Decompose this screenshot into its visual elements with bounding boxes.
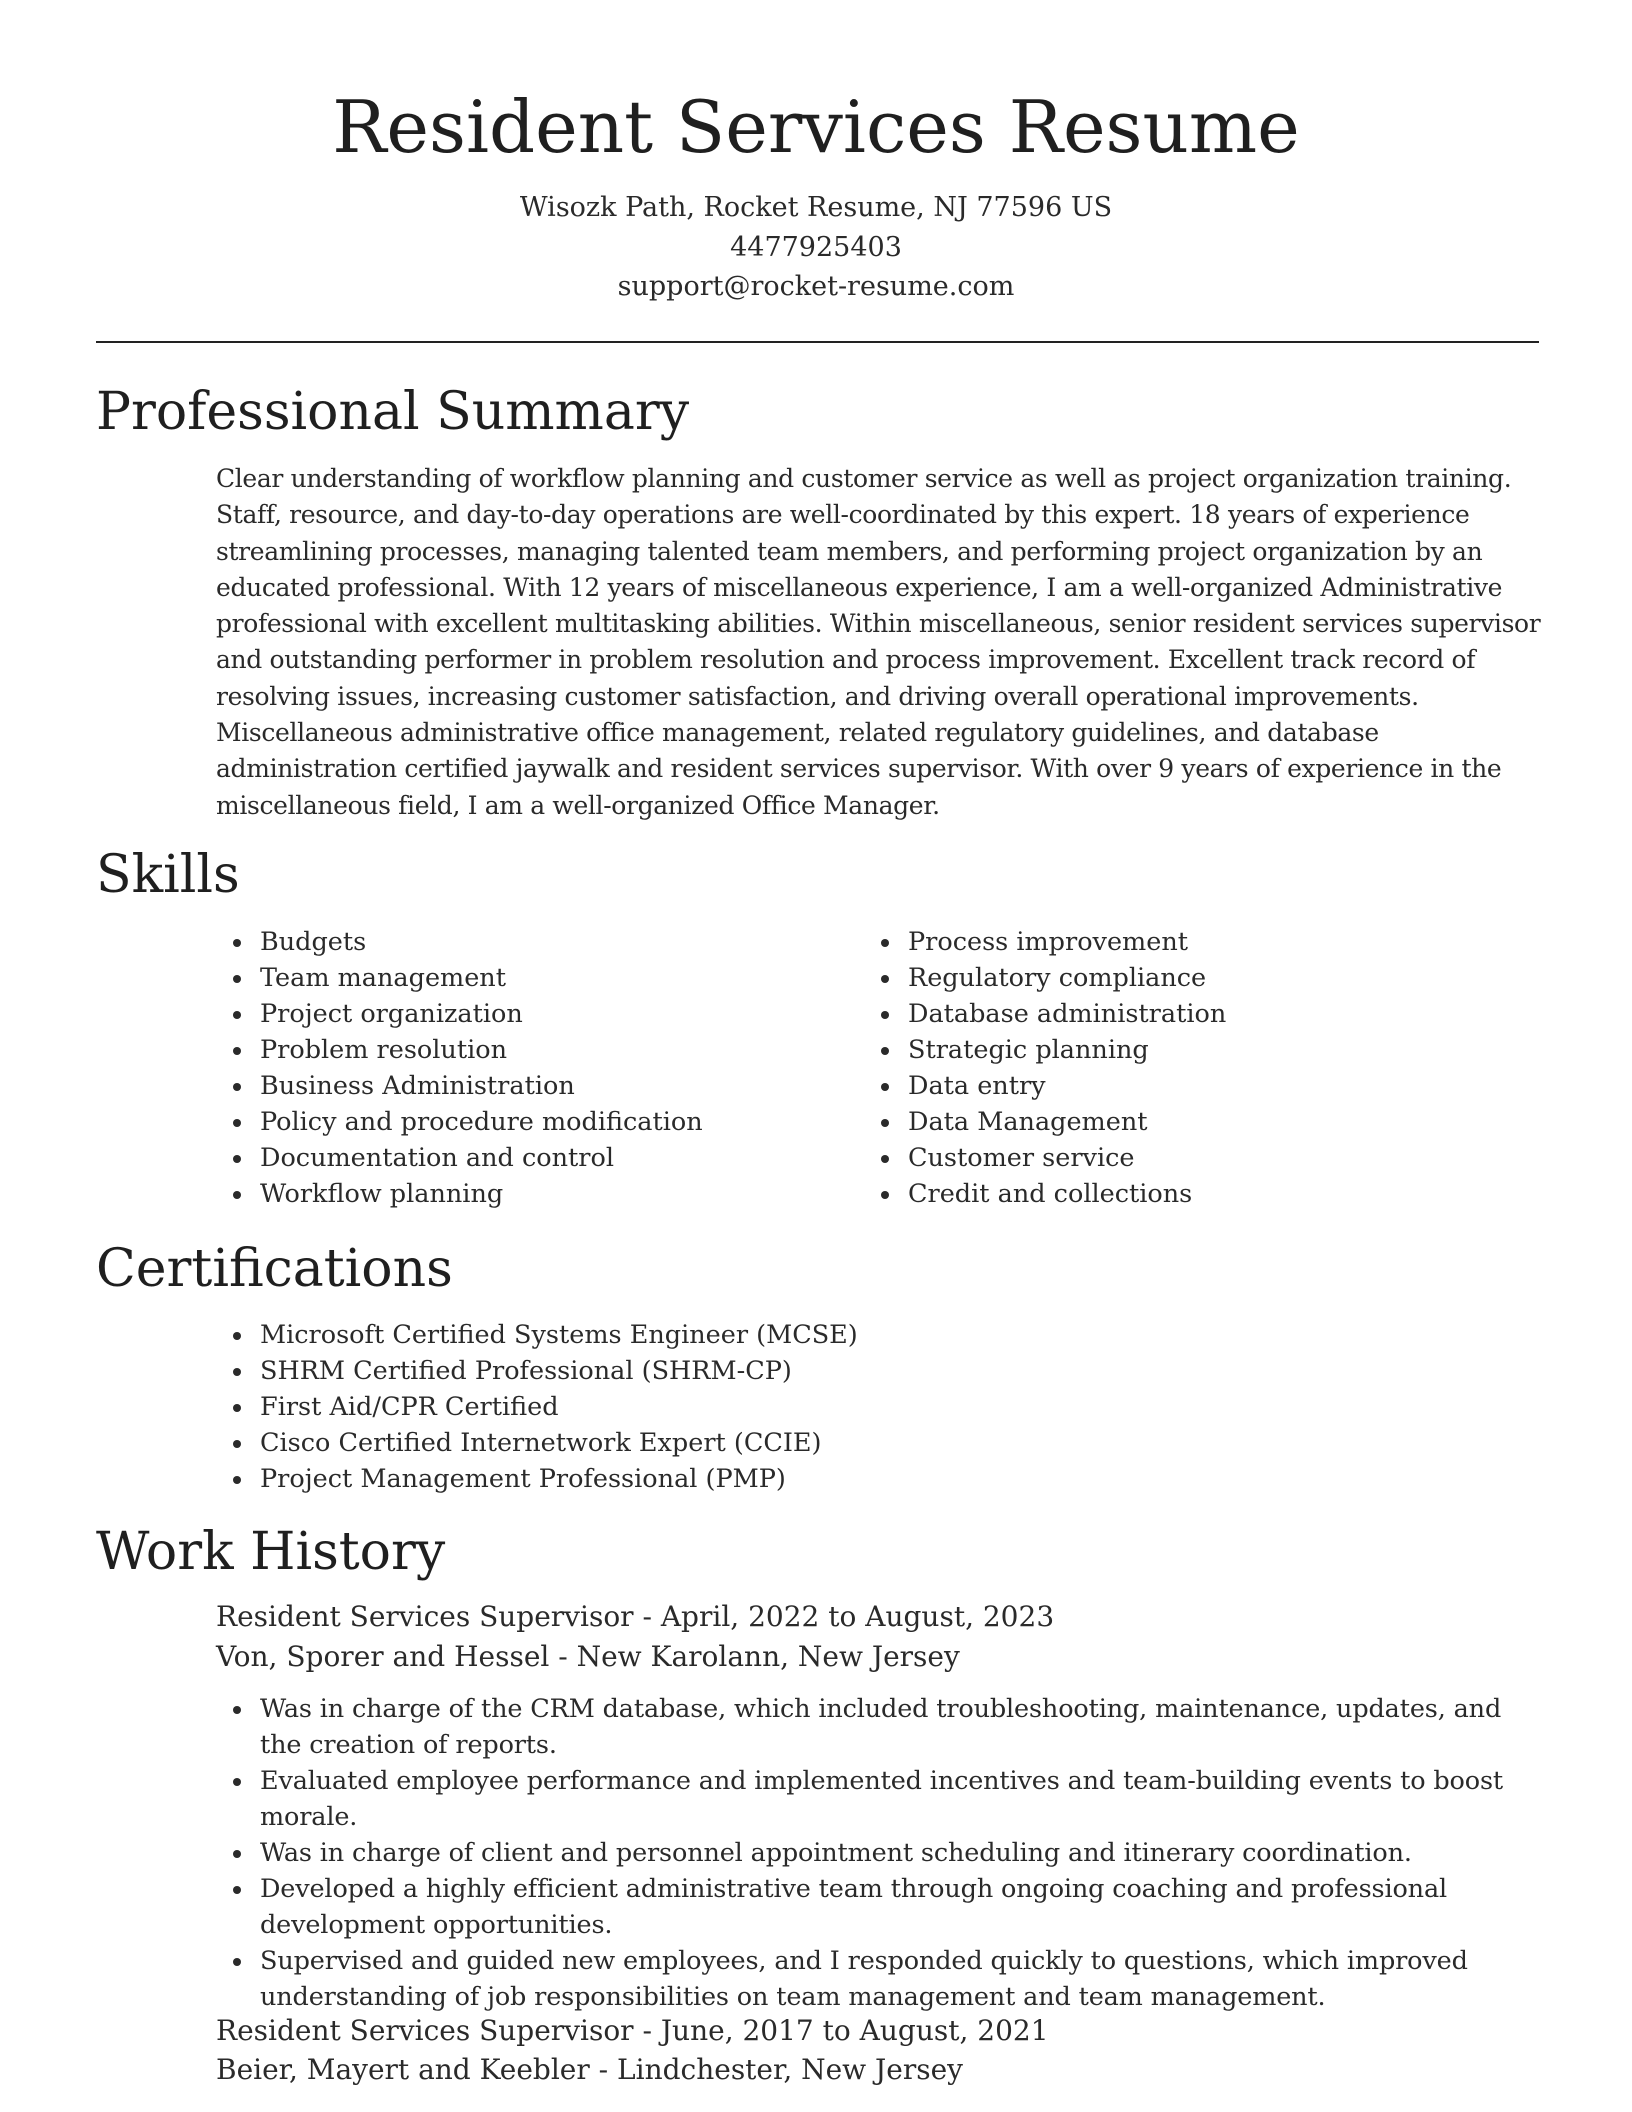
job-company-line: Beier, Mayert and Keebler - Lindchester, New Jersey — [216, 2053, 963, 2086]
resume-title: Resident Services Resume — [332, 85, 1300, 169]
certifications-list — [216, 1317, 1516, 1497]
contact-phone: 4477925403 — [730, 232, 902, 263]
skill-item: Data Management — [864, 1104, 1504, 1140]
contact-address: Wisozk Path, Rocket Resume, NJ 77596 US — [519, 192, 1113, 223]
skill-item: Regulatory compliance — [864, 960, 1504, 996]
skill-item: Problem resolution — [216, 1032, 836, 1068]
section-heading-skills: Skills — [96, 845, 240, 905]
skill-item: Customer service — [864, 1140, 1504, 1176]
certification-item: Cisco Certified Internetwork Expert (CCIE) — [216, 1425, 1516, 1461]
skill-item: Process improvement — [864, 924, 1504, 960]
skill-item: Data entry — [864, 1068, 1504, 1104]
section-heading-certifications: Certifications — [96, 1239, 453, 1299]
certification-item: Project Management Professional (PMP) — [216, 1461, 1516, 1497]
section-heading-work-history: Work History — [96, 1522, 446, 1582]
responsibility-item: Supervised and guided new employees, and I responded quickly to questions, which improved understanding of job responsibilities on team management and team management. — [216, 1943, 1546, 2015]
section-heading-summary: Professional Summary — [96, 382, 690, 442]
job-title-line: Resident Services Supervisor - April, 2022 to August, 2023 — [216, 1600, 1055, 1633]
skill-item: Team management — [216, 960, 836, 996]
skill-item: Documentation and control — [216, 1140, 836, 1176]
skill-item: Budgets — [216, 924, 836, 960]
certification-item: Microsoft Certified Systems Engineer (MCSE) — [216, 1317, 1516, 1353]
responsibility-item: Was in charge of client and personnel appointment scheduling and itinerary coordination. — [216, 1835, 1546, 1871]
certification-item: First Aid/CPR Certified — [216, 1389, 1516, 1425]
skill-item: Credit and collections — [864, 1176, 1504, 1212]
responsibility-item: Evaluated employee performance and implemented incentives and team-building events to boost morale. — [216, 1763, 1546, 1835]
skill-item: Database administration — [864, 996, 1504, 1032]
skill-item: Project organization — [216, 996, 836, 1032]
skill-item: Strategic planning — [864, 1032, 1504, 1068]
header-divider — [96, 341, 1539, 343]
skill-item: Business Administration — [216, 1068, 836, 1104]
skills-list-left — [216, 924, 836, 1212]
responsibility-item: Was in charge of the CRM database, which included troubleshooting, maintenance, updates, and the creation of reports. — [216, 1691, 1546, 1763]
job-title-line: Resident Services Supervisor - June, 2017 to August, 2021 — [216, 2014, 1049, 2047]
job-responsibilities-list — [216, 1691, 1546, 2015]
job-company-line: Von, Sporer and Hessel - New Karolann, New Jersey — [216, 1640, 960, 1673]
skill-item: Policy and procedure modification — [216, 1104, 836, 1140]
skill-item: Workflow planning — [216, 1176, 836, 1212]
responsibility-item: Developed a highly efficient administrative team through ongoing coaching and professional development opportunities. — [216, 1871, 1546, 1943]
certification-item: SHRM Certified Professional (SHRM-CP) — [216, 1353, 1516, 1389]
summary-text: Clear understanding of workflow planning and customer service as well as project organization training. Staff, resource, and day-to-day operations are well-coordinated by this expert. 18 years of experience streamlining processes, managing talented team members, and performing project organization by an educated professional. With 12 years of miscellaneous experience, I am a well-organized Administrative professional with excellent multitasking abilities. Within miscellaneous, senior resident services supervisor and outstanding performer in problem resolution and process improvement. Excellent track record of resolving issues, increasing customer satisfaction, and driving overall operational improvements. Miscellaneous administrative office management, related regulatory guidelines, and database administration certified jaywalk and resident services supervisor. With over 9 years of experience in the miscellaneous field, I am a well-organized Office Manager. — [216, 464, 1541, 820]
skills-list-right — [864, 924, 1504, 1212]
contact-email: support@rocket-resume.com — [617, 271, 1015, 302]
